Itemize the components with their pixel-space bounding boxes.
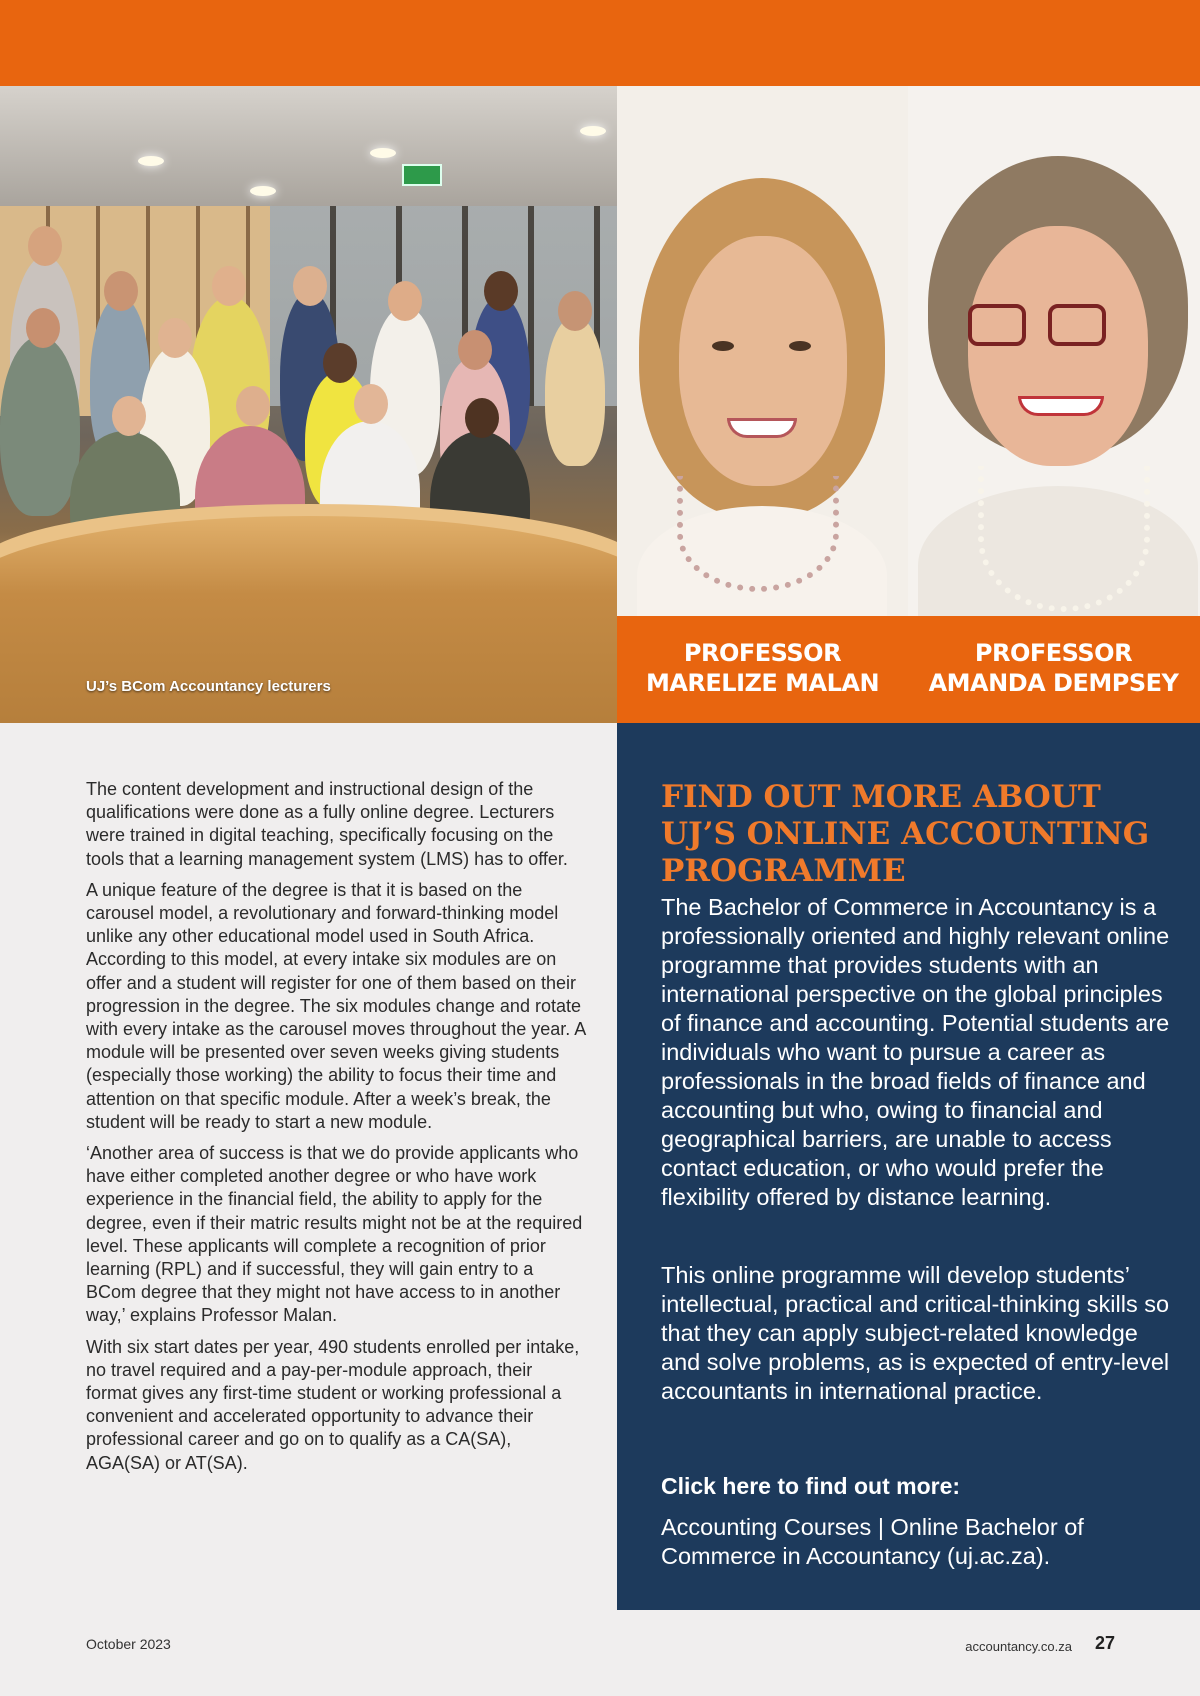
article-body bbox=[86, 778, 586, 1483]
person-head bbox=[354, 384, 388, 424]
portrait-glasses bbox=[1048, 304, 1106, 346]
person-head bbox=[293, 266, 327, 306]
professor-name-left bbox=[617, 638, 908, 698]
article-paragraph: ‘Another area of success is that we do provide applicants who have either completed another degree or who have work experience in the financial field, the ability to apply for the degree, even if their matric results might not be at the required level. These applicants will complete a recognition of prior learning (RPL) and if successful, they will gain entry to a BCom degree that they might not have access to in another way,’ explains Professor Malan. bbox=[86, 1143, 583, 1326]
portrait-eye bbox=[712, 341, 734, 351]
group-photo bbox=[0, 86, 617, 723]
person-head bbox=[236, 386, 270, 426]
person-head bbox=[484, 271, 518, 311]
professor-name: MARELIZE MALAN bbox=[645, 669, 880, 697]
professor-name: AMANDA DEMPSEY bbox=[928, 669, 1179, 697]
ceiling-light bbox=[250, 186, 276, 196]
portrait-smile bbox=[727, 418, 797, 438]
photo-caption: UJ’s BCom Accountancy lecturers bbox=[86, 678, 331, 695]
info-panel-heading: FIND OUT MORE ABOUT UJ’S ONLINE ACCOUNTING PROGRAMME bbox=[661, 779, 1150, 889]
person-head bbox=[558, 291, 592, 331]
footer-date: October 2023 bbox=[86, 1636, 171, 1652]
portrait-necklace bbox=[978, 466, 1150, 612]
info-panel-paragraph: The Bachelor of Commerce in Accountancy is a professionally oriented and highly relevant online programme that provides students with an international perspective on the global principles of finance and accounting. Potential students are individuals who want to pursue a career as professionals in the broad fields of finance and accounting but who, owing to financial and geographical barriers, are unable to access contact education, or who would prefer the flexibility offered by distance learning. bbox=[661, 894, 1170, 1210]
professor-name-right bbox=[908, 638, 1199, 698]
top-accent-bar bbox=[0, 0, 1200, 86]
person-head bbox=[388, 281, 422, 321]
portrait-necklace bbox=[677, 476, 839, 592]
article-paragraph: A unique feature of the degree is that it is based on the carousel model, a revolutionary and forward-thinking model unlike any other educational model used in South Africa. According to this model, at every intake six modules are on offer and a student will register for one of them based on their progression in the degree. The six modules change and rotate with every intake as the carousel moves throughout the year. A module will be presented over seven weeks giving students (especially those working) the ability to focus their time and attention on that specific module. After a week’s break, the student will be ready to start a new module. bbox=[86, 879, 586, 1132]
page-number: 27 bbox=[1094, 1633, 1115, 1653]
info-panel-cta: Click here to find out more: bbox=[661, 1473, 961, 1499]
person bbox=[0, 336, 80, 516]
photo-ceiling bbox=[0, 86, 617, 206]
portrait-smile bbox=[1018, 396, 1104, 416]
person-head bbox=[112, 396, 146, 436]
exit-sign bbox=[402, 164, 442, 186]
professor-names-band bbox=[617, 616, 1200, 723]
portrait-face bbox=[679, 236, 847, 486]
professor-title: PROFESSOR bbox=[683, 639, 842, 667]
person-head bbox=[212, 266, 246, 306]
ceiling-light bbox=[580, 126, 606, 136]
person-head bbox=[26, 308, 60, 348]
article-paragraph: With six start dates per year, 490 students enrolled per intake, no travel required and a pay-per-module approach, their format gives any first-time student or working professional a convenient and accelerated opportunity to advance their professional career and go on to qualify as a CA(SA), AGA(SA) or AT(SA). bbox=[86, 1336, 580, 1473]
professor-title: PROFESSOR bbox=[974, 639, 1133, 667]
person-head bbox=[465, 398, 499, 438]
person-head bbox=[28, 226, 62, 266]
person-head bbox=[458, 330, 492, 370]
footer-site[interactable]: accountancy.co.za bbox=[965, 1639, 1072, 1654]
article-paragraph: The content development and instructional design of the qualifications were done as a fully online degree. Lecturers were trained in digital teaching, specifically focusing on the tools that a learning management system (LMS) has to offer. bbox=[86, 779, 568, 869]
portrait-glasses bbox=[968, 304, 1026, 346]
info-panel bbox=[617, 723, 1200, 1610]
person-head bbox=[323, 343, 357, 383]
portrait-eye bbox=[789, 341, 811, 351]
info-panel-paragraph: This online programme will develop students’ intellectual, practical and critical-thinking skills so that they can apply subject-related knowledge and solve problems, as is expected of entry-level accountants in international practice. bbox=[661, 1262, 1170, 1404]
person-head bbox=[104, 271, 138, 311]
portrait-marelize-malan bbox=[617, 86, 908, 616]
person bbox=[545, 316, 605, 466]
portrait-amanda-dempsey bbox=[908, 86, 1200, 616]
ceiling-light bbox=[370, 148, 396, 158]
programme-link[interactable]: Accounting Courses | Online Bachelor of Commerce in Accountancy (uj.ac.za). bbox=[661, 1514, 1084, 1569]
ceiling-light bbox=[138, 156, 164, 166]
portrait-face bbox=[968, 226, 1148, 466]
person-head bbox=[158, 318, 192, 358]
